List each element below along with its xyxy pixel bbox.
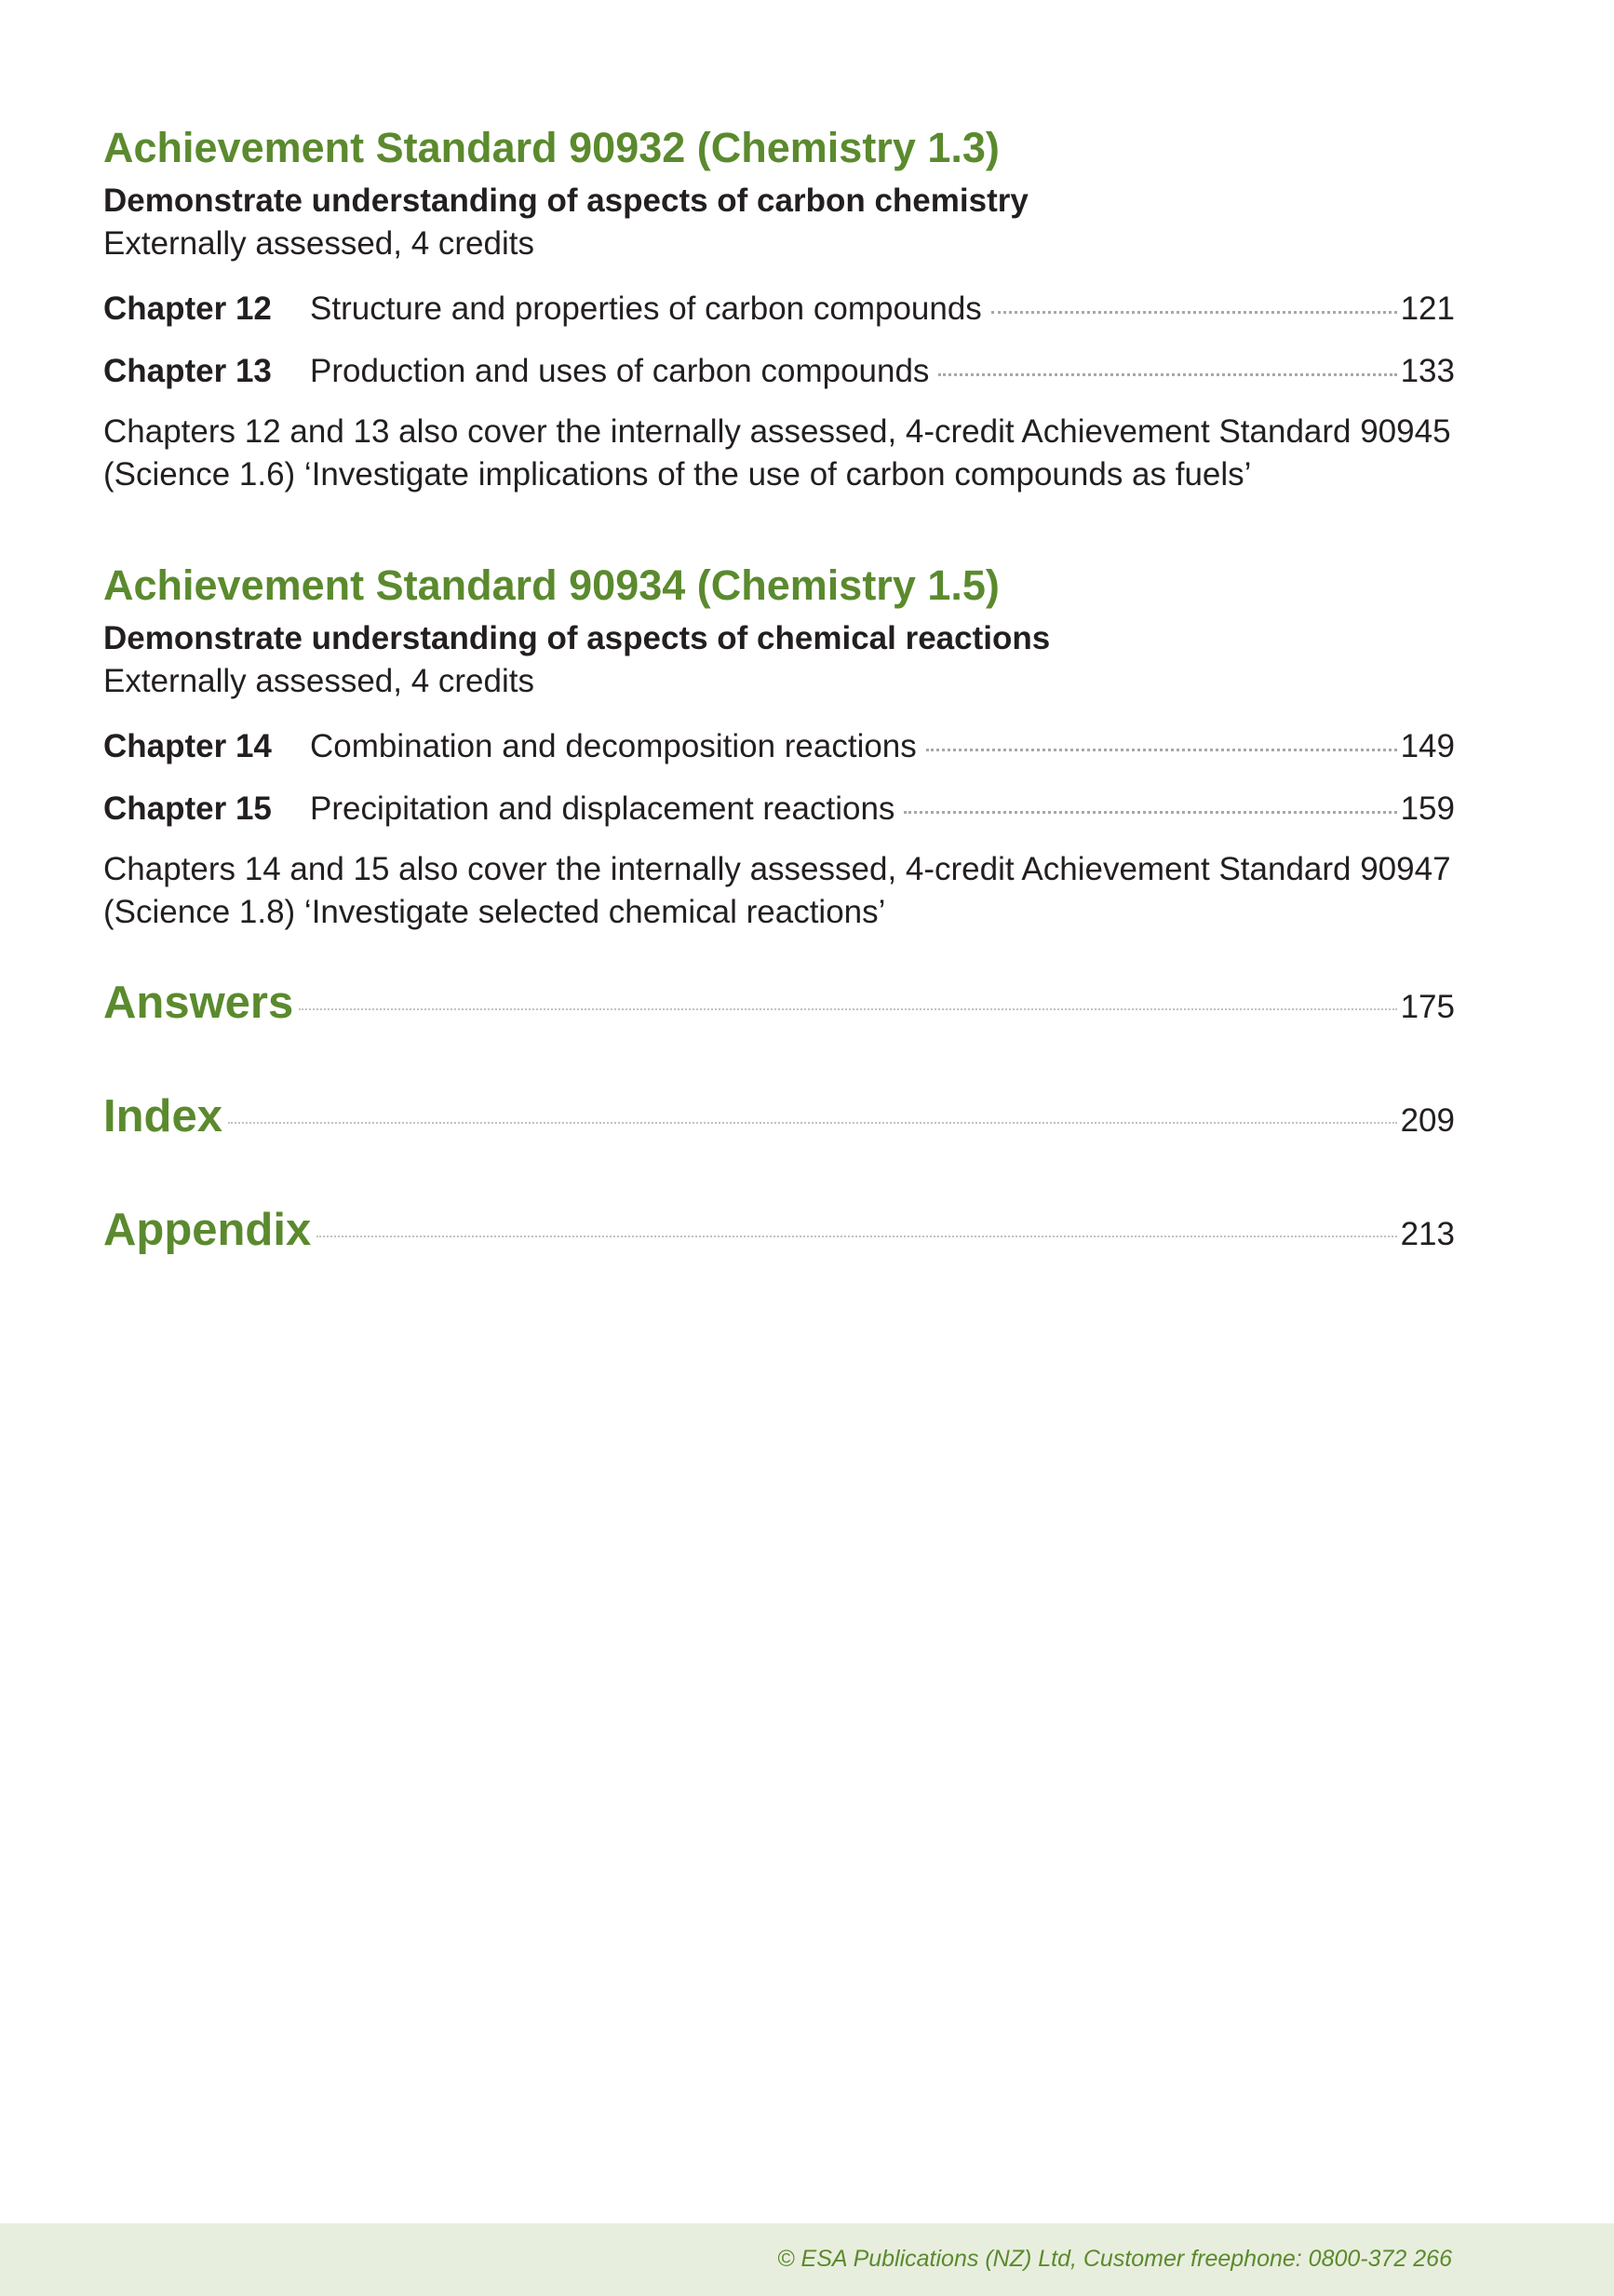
dot-leader (926, 748, 1397, 751)
chapter-label: Chapter 13 (103, 353, 272, 389)
standard-section (103, 554, 1455, 934)
page-number: 149 (1400, 728, 1455, 764)
dot-leader (904, 810, 1396, 814)
back-matter-title: Index (103, 1091, 222, 1141)
dot-leader (316, 1235, 1396, 1237)
assessment-info: Externally assessed, 4 credits (103, 225, 534, 262)
chapter-label: Chapter 14 (103, 728, 272, 764)
back-matter-list (103, 977, 1455, 1317)
standard-title: Demonstrate understanding of aspects of chemical reactions (103, 620, 1051, 656)
chapter-entry[interactable] (103, 340, 1455, 402)
back-matter-title: Answers (103, 978, 294, 1028)
page-number: 133 (1400, 353, 1455, 389)
chapter-title: Combination and decomposition reactions (310, 728, 917, 764)
chapter-entry[interactable] (103, 277, 1455, 340)
coverage-note: Chapters 14 and 15 also cover the internally assessed, 4-credit Achievement Standard 90947 (Science 1.8) ‘Investigate selected chemical reactions’ (103, 851, 1451, 930)
back-matter-entry[interactable] (103, 1090, 1455, 1204)
back-matter-entry[interactable] (103, 1204, 1455, 1317)
page-footer (0, 2223, 1614, 2296)
dot-leader (299, 1007, 1396, 1010)
back-matter-entry[interactable] (103, 977, 1455, 1090)
dot-leader (991, 310, 1397, 314)
copyright-text: © ESA Publications (NZ) Ltd, Customer freephone: 0800-372 266 (777, 2246, 1452, 2272)
chapter-label: Chapter 12 (103, 290, 272, 327)
chapter-entry[interactable] (103, 715, 1455, 777)
page-number: 209 (1400, 1102, 1455, 1139)
page-number: 159 (1400, 790, 1455, 827)
coverage-note: Chapters 12 and 13 also cover the internally assessed, 4-credit Achievement Standard 90945 (Science 1.6) ‘Investigate implications of the use of carbon compounds as fuels’ (103, 413, 1451, 493)
table-of-contents (103, 116, 1455, 1317)
page-number: 175 (1400, 989, 1455, 1025)
page-number: 121 (1400, 290, 1455, 327)
standard-heading: Achievement Standard 90934 (Chemistry 1.5) (103, 561, 1000, 609)
dot-leader (228, 1121, 1397, 1124)
assessment-info: Externally assessed, 4 credits (103, 663, 534, 699)
standard-section (103, 116, 1455, 496)
chapter-title: Structure and properties of carbon compounds (310, 290, 982, 327)
chapter-title: Production and uses of carbon compounds (310, 353, 930, 389)
standard-title: Demonstrate understanding of aspects of carbon chemistry (103, 182, 1029, 219)
dot-leader (938, 372, 1396, 376)
page-number: 213 (1400, 1216, 1455, 1252)
standard-heading: Achievement Standard 90932 (Chemistry 1.3) (103, 124, 1000, 171)
back-matter-title: Appendix (103, 1205, 312, 1255)
chapter-entry[interactable] (103, 777, 1455, 840)
chapter-title: Precipitation and displacement reactions (310, 790, 895, 827)
chapter-label: Chapter 15 (103, 790, 272, 827)
